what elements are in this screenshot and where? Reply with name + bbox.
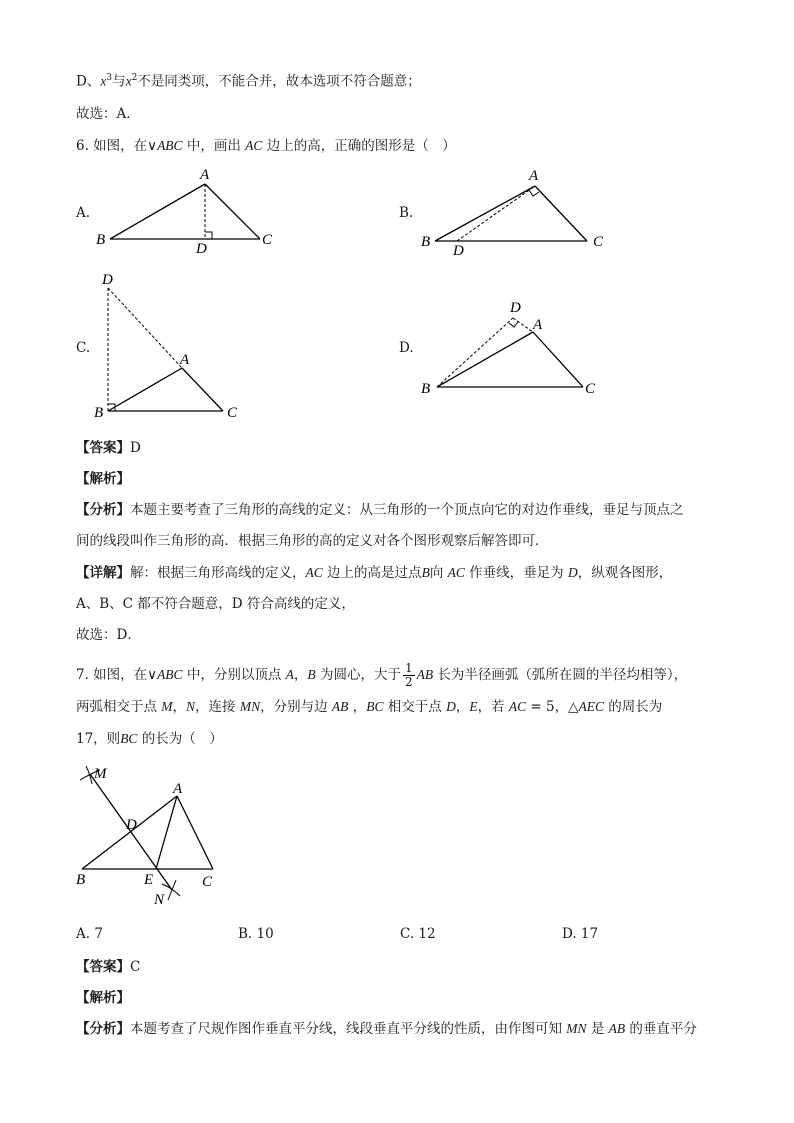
text: 6. 如图，在∨ bbox=[76, 138, 158, 154]
var: AB bbox=[416, 667, 434, 682]
text: 是 bbox=[586, 1021, 609, 1037]
var: E bbox=[469, 699, 478, 714]
label-n: N bbox=[154, 892, 165, 908]
choose-a: 故选：A． bbox=[76, 106, 140, 122]
text: 中，分别以顶点 bbox=[182, 667, 286, 683]
var: D bbox=[567, 565, 578, 580]
text: D、 bbox=[76, 73, 101, 90]
var: AB bbox=[331, 699, 349, 714]
text: 本题考查了尺规作图作垂直平分线，线段垂直平分线的性质，由作图可知 bbox=[130, 1021, 567, 1037]
q7-choice-d: D. 17 bbox=[562, 926, 599, 942]
var: B bbox=[421, 565, 430, 580]
tag: 【详解】 bbox=[76, 565, 130, 581]
var: MN bbox=[239, 699, 261, 714]
text: 的周长为 bbox=[604, 699, 663, 715]
text: ， bbox=[293, 667, 308, 683]
q6-option-b-label: B. bbox=[399, 205, 414, 221]
label-a: A bbox=[200, 167, 210, 183]
q6-xiangjie-1 bbox=[76, 563, 672, 583]
var: MN bbox=[566, 1021, 587, 1036]
option-d-explanation bbox=[76, 68, 421, 92]
q7-fenxi bbox=[76, 1019, 697, 1039]
text: 的长为（ ） bbox=[137, 731, 223, 747]
text: ， bbox=[348, 699, 367, 715]
q7-answer bbox=[76, 957, 140, 977]
label-b: B bbox=[76, 872, 86, 888]
text: 7. 如图，在∨ bbox=[76, 667, 158, 683]
tag: 【分析】 bbox=[76, 502, 130, 518]
label-d: D bbox=[196, 241, 207, 257]
tag: 【分析】 bbox=[76, 1021, 130, 1037]
text: 的垂直平分 bbox=[625, 1021, 697, 1037]
label-a: A bbox=[180, 352, 190, 368]
q6-fenxi-2: 间的线段叫作三角形的高．根据三角形的高的定义对各个图形观察后解答即可． bbox=[76, 533, 549, 549]
q6-figure-a bbox=[90, 160, 290, 260]
q6-choose: 故选：D． bbox=[76, 627, 141, 643]
label-c: C bbox=[262, 232, 273, 248]
text: 边上的高是过点 bbox=[322, 565, 422, 581]
q6-figure-d bbox=[415, 292, 615, 402]
numerator: 1 bbox=[404, 661, 413, 675]
text: 解：根据三角形高线的定义， bbox=[130, 565, 306, 581]
var: x bbox=[100, 73, 107, 89]
q7-choice-a: A. 7 bbox=[76, 926, 103, 942]
text: 本题主要考查了三角形的高线的定义：从三角形的一个顶点向它的对边作垂线，垂足与顶点之 bbox=[130, 502, 684, 518]
label-m: M bbox=[94, 766, 107, 782]
label-b: B bbox=[421, 381, 431, 397]
denominator: 2 bbox=[404, 675, 413, 689]
var: x bbox=[125, 73, 132, 89]
q6-figure-c bbox=[90, 268, 250, 428]
label-b: B bbox=[96, 232, 106, 248]
q7-stem-1 bbox=[76, 660, 687, 690]
text: 为圆心，大于 bbox=[315, 667, 401, 683]
q6-stem bbox=[76, 136, 456, 156]
text: 长为半径画弧（弧所在圆的半径均相等）， bbox=[433, 667, 688, 683]
label-b: B bbox=[421, 234, 431, 250]
var: ABC bbox=[157, 138, 183, 153]
var: D bbox=[446, 699, 456, 714]
answer: C bbox=[130, 959, 141, 975]
q7-jiexi: 【解析】 bbox=[76, 990, 130, 1006]
tag: 【答案】 bbox=[76, 959, 130, 975]
q7-choice-b: B. 10 bbox=[238, 926, 274, 942]
text: ， bbox=[455, 699, 470, 715]
label-d: D bbox=[102, 272, 113, 288]
var: AB bbox=[608, 1021, 626, 1036]
label-c: C bbox=[585, 381, 596, 397]
var: AC bbox=[305, 565, 323, 580]
label-a: A bbox=[533, 317, 543, 333]
text: 边上的高，正确的图形是（ ） bbox=[262, 138, 456, 154]
text: 作垂线，垂足为 bbox=[464, 565, 568, 581]
label-c: C bbox=[227, 405, 238, 421]
text: 与 bbox=[112, 73, 126, 90]
text: = 5，△ bbox=[526, 699, 579, 715]
label-b: B bbox=[94, 405, 104, 421]
text: ，若 bbox=[477, 699, 509, 715]
var: M bbox=[161, 699, 173, 714]
var: N bbox=[186, 699, 196, 714]
text: 相交于点 bbox=[383, 699, 447, 715]
var: A bbox=[285, 667, 294, 682]
q6-xiangjie-2: A、B、C 都不符合题意，D 符合高线的定义， bbox=[76, 596, 355, 612]
q6-fenxi-1 bbox=[76, 500, 684, 520]
q6-figure-b bbox=[415, 160, 615, 260]
text: 不是同类项，不能合并，故本选项不符合题意； bbox=[137, 73, 421, 90]
var: AEC bbox=[578, 699, 604, 714]
tag: 【答案】 bbox=[76, 440, 130, 456]
q6-option-a-label: A. bbox=[76, 205, 91, 221]
var: AC bbox=[447, 565, 465, 580]
label-d: D bbox=[126, 817, 137, 833]
label-e: E bbox=[144, 872, 154, 888]
q6-option-c-label: C. bbox=[76, 340, 91, 356]
var: AC bbox=[245, 138, 263, 153]
label-d: D bbox=[510, 300, 521, 316]
q6-jiexi: 【解析】 bbox=[76, 471, 130, 487]
label-c: C bbox=[593, 234, 604, 250]
q7-figure bbox=[70, 760, 240, 910]
label-a: A bbox=[173, 781, 183, 797]
q7-stem-2 bbox=[76, 697, 662, 717]
q7-stem-3 bbox=[76, 729, 223, 749]
q6-answer bbox=[76, 438, 141, 458]
fraction bbox=[403, 662, 415, 689]
text: ，连接 bbox=[195, 699, 240, 715]
text: 17，则 bbox=[76, 731, 121, 747]
q7-choice-c: C. 12 bbox=[400, 926, 436, 942]
text: ，纵观各图形， bbox=[577, 565, 673, 581]
text: 中，画出 bbox=[182, 138, 246, 154]
label-a: A bbox=[529, 168, 539, 184]
var: BC bbox=[366, 699, 384, 714]
text: ，分别与边 bbox=[260, 699, 332, 715]
sup: 2 bbox=[131, 73, 138, 83]
label-d: D bbox=[453, 243, 464, 259]
var: B bbox=[307, 667, 316, 682]
answer: D bbox=[130, 440, 141, 456]
text: 向 bbox=[429, 565, 448, 581]
var: BC bbox=[120, 731, 138, 746]
label-c: C bbox=[202, 874, 213, 890]
text: ， bbox=[172, 699, 187, 715]
var: AC bbox=[508, 699, 527, 714]
sup: 3 bbox=[106, 73, 113, 83]
q6-option-d-label: D. bbox=[399, 340, 414, 356]
var: ABC bbox=[157, 667, 183, 682]
text: 两弧相交于点 bbox=[76, 699, 162, 715]
